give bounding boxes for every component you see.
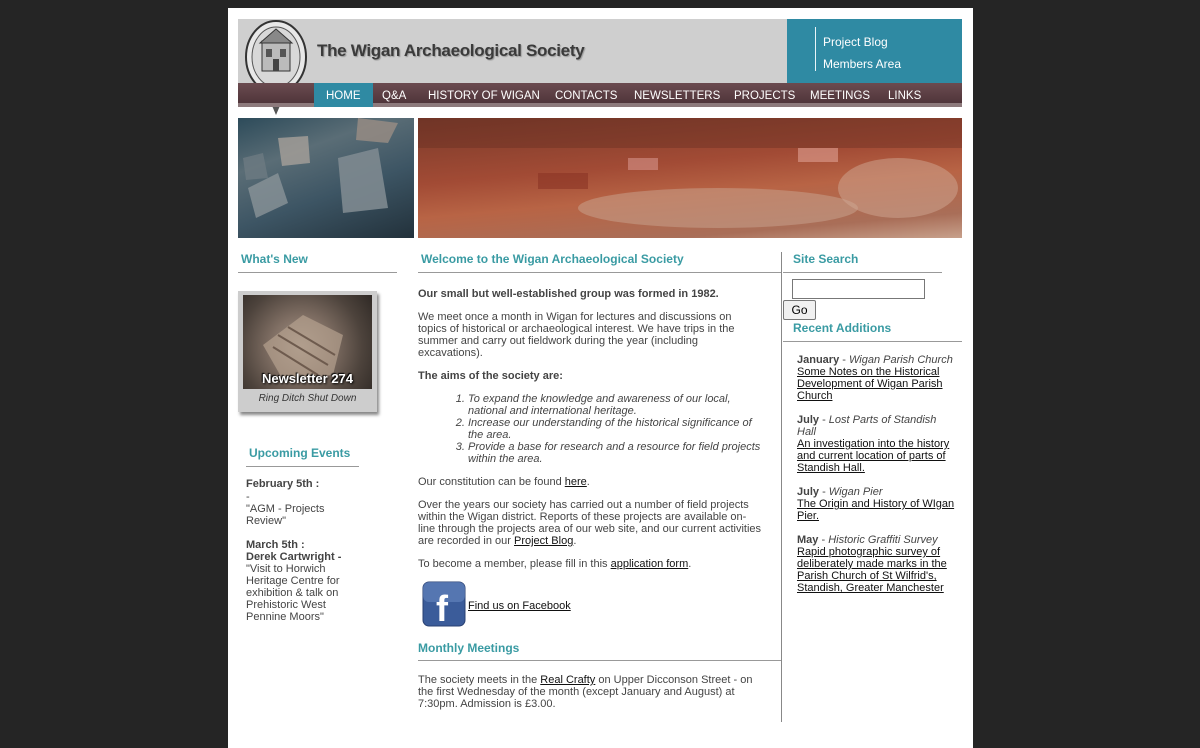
banner-image-stones xyxy=(238,118,414,238)
real-crafty-link[interactable]: Real Crafty xyxy=(540,674,596,686)
newsletter-title: Newsletter 274 xyxy=(261,371,354,386)
search-input[interactable] xyxy=(792,279,925,299)
welcome-heading: Welcome to the Wigan Archaeological Society xyxy=(421,252,684,266)
upcoming-events-heading: Upcoming Events xyxy=(249,446,351,460)
event-title: "Visit to Horwich Heritage Centre for exhibition & talk on Prehistoric West Pennine Moors" xyxy=(246,563,340,623)
recent-place: Lost Parts of Standish Hall xyxy=(797,414,937,438)
event-speaker: - xyxy=(246,491,250,503)
recent-item: July - Lost Parts of Standish Hall An investigation into the history and current location of parts of Standish Hall. xyxy=(797,414,950,474)
event-date: February 5th : xyxy=(246,478,320,490)
facebook-icon[interactable] xyxy=(422,581,466,627)
event-date: March 5th : xyxy=(246,539,305,551)
page xyxy=(228,8,973,748)
aims-list xyxy=(418,393,763,465)
constitution-link[interactable]: here xyxy=(564,476,587,488)
events-list xyxy=(246,478,346,623)
aims-heading: The aims of the society are: xyxy=(418,370,563,382)
projects-paragraph: Over the years our society has carried out a number of field projects within the Wigan district. Reports of these projects are available on-line through the projects area of our web site, and our current activities are recorded in our Project Blog. xyxy=(418,499,762,547)
meetings-text: The society meets in the xyxy=(418,674,541,686)
newsletter-image[interactable] xyxy=(243,295,372,389)
event-item xyxy=(246,539,346,623)
nav-contacts[interactable]: CONTACTS xyxy=(555,90,618,102)
meetings-paragraph xyxy=(418,674,763,710)
top-links-divider xyxy=(815,27,816,71)
whats-new-rule xyxy=(238,272,397,273)
recent-month: January xyxy=(797,354,840,366)
column-divider xyxy=(781,252,782,722)
recent-month: July xyxy=(797,414,820,426)
project-blog-link[interactable]: Project Blog xyxy=(823,35,888,49)
nav-qa[interactable]: Q&A xyxy=(382,90,407,102)
nav-newsletters[interactable]: NEWSLETTERS xyxy=(634,90,721,102)
recent-month: May xyxy=(797,534,819,546)
banner-image-excavation xyxy=(418,118,962,238)
event-item xyxy=(246,478,346,527)
whats-new-heading: What's New xyxy=(241,252,308,266)
site-search-rule xyxy=(783,272,942,273)
welcome-rule xyxy=(418,272,781,273)
event-speaker: Derek Cartwright - xyxy=(246,551,342,563)
application-form-link[interactable]: application form xyxy=(610,558,689,570)
meetings-text-2: on Upper Dicconson Street - on the first Wednesday of the month (except January and August) at 7:30pm. Admission is £3.00. xyxy=(418,674,753,710)
monthly-meetings-rule xyxy=(418,660,781,661)
nav-links[interactable]: LINKS xyxy=(888,90,922,102)
recent-additions-heading: Recent Additions xyxy=(793,321,892,335)
recent-item: May - Historic Graffiti Survey Rapid photographic survey of deliberately made marks in the Parish Church of St Wilfrid's, Standish, Greater Manchester xyxy=(797,534,947,594)
monthly-meetings-heading: Monthly Meetings xyxy=(418,641,520,655)
recent-link[interactable]: Rapid photographic survey of deliberately made marks in the Parish Church of St Wilfrid's, Standish, Greater Manchester xyxy=(797,546,947,594)
facebook-row xyxy=(418,581,763,631)
recent-link[interactable]: The Origin and History of WIgan Pier. xyxy=(797,498,955,522)
intro-text: Our small but well-established group was formed in 1982. xyxy=(418,288,719,300)
members-area-link[interactable]: Members Area xyxy=(823,57,902,71)
facebook-link[interactable]: Find us on Facebook xyxy=(468,600,571,612)
membership-paragraph: To become a member, please fill in this application form. xyxy=(418,558,692,570)
projects-text: Over the years our society has carried out a number of field projects within the Wigan district. Reports of these projects are available on-line through the projects area of our web site, and our current activities are recorded in our xyxy=(418,499,762,547)
constitution-text: Our constitution can be found xyxy=(418,476,565,488)
recent-additions-rule xyxy=(783,341,962,342)
nav-meetings[interactable]: MEETINGS xyxy=(810,90,871,102)
nav-projects[interactable]: PROJECTS xyxy=(734,90,796,102)
search-go-button[interactable]: Go xyxy=(783,300,816,320)
recent-link[interactable]: Some Notes on the Historical Development of Wigan Parish Church xyxy=(797,366,943,402)
svg-text:f: f xyxy=(436,588,448,627)
nav-history-of-wigan[interactable]: HISTORY OF WIGAN xyxy=(428,90,540,102)
membership-text: To become a member, please fill in this xyxy=(418,558,611,570)
nav-home[interactable]: HOME xyxy=(314,83,373,107)
project-blog-inline-link[interactable]: Project Blog xyxy=(514,535,574,547)
main-nav xyxy=(238,83,962,107)
site-search-heading: Site Search xyxy=(793,252,859,266)
site-title: The Wigan Archaeological Society xyxy=(317,41,585,60)
event-title: "AGM - Projects Review" xyxy=(246,503,325,527)
aim-item: 1. To expand the knowledge and awareness of our local, national and international heritage. xyxy=(468,393,763,417)
upcoming-events-rule xyxy=(246,466,359,467)
aim-item: 2. Increase our understanding of the historical significance of the area. xyxy=(468,417,763,441)
main-content xyxy=(418,288,763,637)
newsletter-card[interactable] xyxy=(238,291,377,412)
constitution-paragraph: Our constitution can be found here. xyxy=(418,476,590,488)
recent-month: July xyxy=(797,486,820,498)
recent-link[interactable]: An investigation into the history and current location of parts of Standish Hall. xyxy=(797,438,950,474)
recent-item: July - Wigan Pier The Origin and History of WIgan Pier. xyxy=(797,486,955,522)
top-links-panel xyxy=(787,19,962,83)
newsletter-caption: Ring Ditch Shut Down xyxy=(258,393,357,404)
about-paragraph: We meet once a month in Wigan for lectures and discussions on topics of historical or archaeological interest. We have trips in the summer and carry out fieldwork during the year (including excavations). xyxy=(418,311,735,359)
recent-place: Wigan Parish Church xyxy=(848,354,953,366)
recent-place: Historic Graffiti Survey xyxy=(828,534,938,546)
recent-place: Wigan Pier xyxy=(828,486,883,498)
recent-item: January - Wigan Parish Church Some Notes on the Historical Development of Wigan Parish Church xyxy=(797,354,953,402)
recent-additions-list xyxy=(797,354,955,606)
aim-item: 3. Provide a base for research and a resource for field projects within the area. xyxy=(468,441,763,465)
